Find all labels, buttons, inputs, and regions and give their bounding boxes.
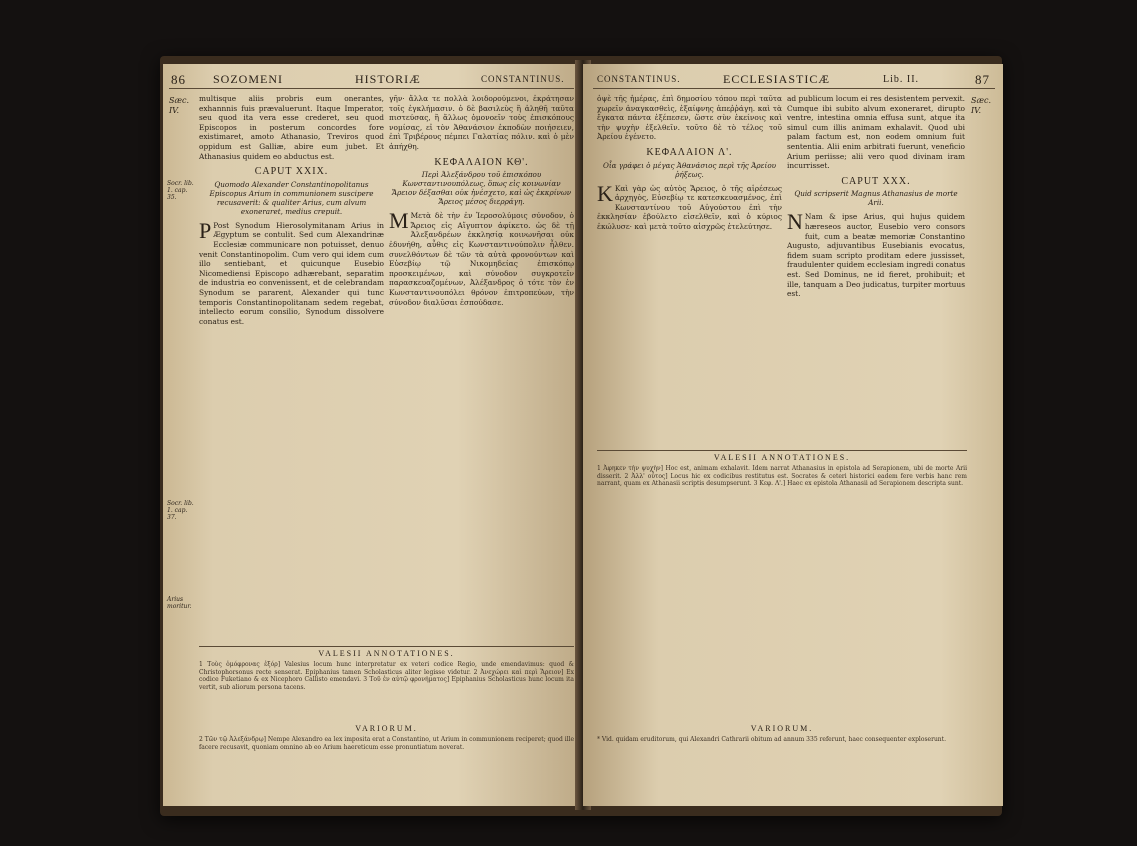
drop-cap: N — [787, 209, 803, 235]
margin-saeculum: Sæc. IV. — [169, 96, 190, 115]
latin-chapter-summary: Quid scripserit Magnus Athanasius de morte Arii. — [794, 189, 958, 208]
notes-rule — [597, 450, 967, 451]
margin-ref-arius-dies: Arius moritur. — [167, 596, 192, 610]
margin-ref-socr-2: Socr. lib. 1. cap. 37. — [167, 500, 194, 521]
left-header-author: SOZOMENI — [213, 72, 283, 86]
left-greek-column — [389, 94, 574, 307]
left-header-right: CONSTANTINUS. — [481, 74, 565, 84]
greek-chapter-summary: Οἷα γράφει ὁ μέγας Ἀθανάσιος περὶ τῆς Ἀρείου ῥήξεως. — [602, 160, 777, 179]
variorum-heading: VARIORUM. — [355, 724, 418, 733]
latin-chapter-heading: CAPUT XXIX. — [254, 166, 329, 178]
margin-saeculum: Sæc. IV. — [971, 96, 992, 115]
greek-chapter-heading: ΚΕΦΑΛΑΙΟΝ Λ'. — [646, 146, 733, 158]
right-latin-column — [787, 94, 965, 299]
left-latin-column — [199, 94, 384, 326]
latin-body-paragraph: N Nam & ipse Arius, qui hujus quidem hæreseos auctor, Eusebio vero consors fuit, cum a beatæ memoriæ Constantino Augusto, adjuvantibus Eusebianis evocatus, fidem suam scripto proditam edere jussisset, fraudulenter quidem ecclesiam ingredi conatus est. Sed Dominus, ne id fieret, prohibuit; et ille, tanquam a Deo judicatus, turpiter mortuus est. — [787, 209, 965, 299]
valesii-notes-heading: VALESII ANNOTATIONES. — [318, 649, 455, 658]
latin-chapter-heading: CAPUT XXX. — [841, 175, 911, 187]
greek-body-paragraph: K Καὶ γὰρ ὡς αὐτὸς Ἄρειος, ὁ τῆς αἱρέσεως ἀρχηγὸς, Εὐσεβίῳ τε κατεσκευασμένος, ἐπὶ Κωνσταντίνου τοῦ Αὐγούστου ἐπὶ τὴν ἐκκλησίαν ἐβούλετο εἰσελθεῖν, καὶ ὁ κύριος ἐκώλυσε· καὶ μετὰ τοῦτο αἰσχρῶς ἐτελεύτησε. — [597, 180, 782, 231]
latin-top-paragraph: ad publicum locum ei res desistentem pervexit. Cumque ibi subito alvum exoneraret, dirupto ventre, intestina omnia effusa sunt, atque ita simul cum illis animam exhalavit. Quod ubi palam factum est, non eodem omnium fuit sententia. Alii enim arbitrati fuerunt, veneficio Arium periisse; alii vero quod divinam iram incurrisset. — [787, 94, 965, 171]
header-rule — [169, 88, 574, 89]
variorum-heading: VARIORUM. — [750, 724, 814, 733]
drop-cap: P — [199, 217, 212, 243]
right-header-left: CONSTANTINUS. — [597, 74, 681, 84]
valesii-notes-text: 1 Ἀφηκεν τὴν ψυχὴν] Hoc est, animam exhalavit. Idem narrat Athanasius in epistola ad Serapionem, ubi de morte Arii disserit. 2 Ἀλλ' οὗτος] Locus hic ex codicibus restitutus est. Socrates & ceteri historici eadem fere verbis hanc rem narrant, quam ex Athanasii scriptis desumpserunt. 3 Κεφ. Λ'.] Haec ex epistola Athanasii ad Serapionem descripta sunt. — [597, 465, 967, 488]
right-page-number: 87 — [975, 72, 990, 87]
right-header-title: ECCLESIASTICÆ — [723, 72, 831, 86]
latin-top-paragraph: multisque aliis probris eum onerantes, exhannnis fuis prævaluerunt. Itaque Imperator, seu quod ita vera esse crederet, seu quod Episcopos in posterum concordes fore existimaret, amoto Athanasio, Treviros quod oppidum est Galliæ, abire eum jubet. Et Athanasius quidem eo abductus est. — [199, 94, 384, 161]
greek-top-paragraph: γῆν· ἄλλα τε πολλὰ λοιδορούμενοι, ἐκράτησαν τοῖς ἐγκλήμασιν. ὁ δὲ βασιλεὺς ἢ ἀληθῆ ταῦτα πιστεύσας, ἢ ἄλλως ὁμονοεῖν τοὺς ἐπισκόπους νομίσας, εἰ τὸν Ἀθανάσιον ἐκποδὼν ποιήσειεν, ἐπὶ Τριβέρους πέμπει Γαλατίας πόλιν. καὶ ὁ μὲν ἀπήχθη. — [389, 94, 574, 151]
notes-rule — [199, 646, 574, 647]
variorum-text: 2 Τῶν τῷ Ἀλεξάνδρῳ] Nempe Alexandro ea lex imposita erat a Constantino, ut Arium in communionem reciperet; quod ille facere recusavit, quoniam omnino ab eo Arium haereticum esse pronuntiatum noverat. — [199, 736, 574, 751]
left-page-number: 86 — [171, 72, 186, 87]
right-page — [583, 64, 1003, 806]
left-header-title: HISTORIÆ — [355, 72, 421, 86]
valesii-notes-text: 1 Τοὺς ὁμόφρονας ἐξόρ] Valesius locum hunc interpretatur ex veteri codice Regio, unde emendavimus: quod & Christophorsonus recte senserat. Epiphanius tamen Scholasticus aliter legisse videtur. 2 Ἀνεχώρει καὶ περὶ Ἄρειον] Ex codice Fuketiano & ex Nicephoro Callisto emendavi. 3 Τοῦ ἐν αὐτῷ φρονήματος] Epiphanius Scholasticus hunc locum ita vertit, sub aliorum persona tacens. — [199, 661, 574, 691]
right-greek-column — [597, 94, 782, 232]
greek-top-paragraph: ὀψὲ τῆς ἡμέρας, ἐπὶ δημοσίου τόπου περὶ ταῦτα χωρεῖν ἀναγκασθεὶς, ἐξαίφνης ἀπεῤῥάγη. καὶ τὰ ἔγκατα πάντα ἐξέπεσεν, ὥστε σὺν ἐκείνοις καὶ τὴν ψυχὴν ἐξελθεῖν. τοῦτο δὲ τὸ τέλος τοῦ Ἀρείου ἐγένετο. — [597, 94, 782, 142]
latin-chapter-summary: Quomodo Alexander Constantinopolitanus Episcopus Arium in communionem suscipere recusaverit: & qualiter Arius, cum alvum exoneraret, medius crepuit. — [209, 179, 374, 216]
variorum-text: * Vid. quidam eruditorum, qui Alexandri Cathrarii obitum ad annum 335 referunt, haec consequenter exploserunt. — [597, 736, 946, 743]
drop-cap: M — [389, 208, 409, 234]
greek-body-paragraph: M Μετὰ δὲ τὴν ἐν Ἱεροσολύμοις σύνοδον, ὁ Ἄρειος εἰς Αἴγυπτον ἀφίκετο. ὡς δὲ τῇ Ἀλεξανδρέων ἐκκλησίᾳ κοινωνῆσαι οὐκ ἐδυνήθη, αὖθις εἰς Κωνσταντινούπολιν ἦλθεν. συνελθόντων δὲ τῶν τὰ αὐτὰ φρονούντων καὶ Εὐσεβίῳ τῷ Νικομηδείας ἐπισκόπῳ προσκειμένων, καὶ σύνοδον συγκροτεῖν παρασκευαζομένων, Ἀλέξανδρος ὁ τότε τὸν ἐν Κωνσταντινουπόλει θρόνον ἐπιτροπεύων, τὴν σύνοδον διαλῦσαι ἐσπούδασε. — [389, 208, 574, 307]
valesii-notes-heading: VALESII ANNOTATIONES. — [713, 453, 851, 462]
greek-chapter-heading: ΚΕΦΑΛΑΙΟΝ ΚΘ'. — [434, 156, 529, 168]
latin-body-paragraph: P Post Synodum Hierosolymitanam Arius in Ægyptum se contulit. Sed cum Alexandrinæ Ecclesiæ communicare non potuisset, denuo venit Constantinopolim. Cum vero qui idem cum illo sentiebant, et quicunque Eusebio Nicomediensi Episcopo adhærebant, separatim de industria eo convenissent, et de celebrandam Synodum se pararent, Alexander qui tunc temporis Constantinopolitanam sedem regebat, intellecto eorum consilio, Synodum dissolvere conatus est. — [199, 217, 384, 326]
drop-cap: K — [597, 180, 613, 206]
margin-ref-socr-1: Socr. lib. 1. cap. 35. — [167, 180, 194, 201]
left-page — [163, 64, 583, 806]
right-header-lib: Lib. II. — [883, 74, 920, 85]
greek-chapter-summary: Περὶ Ἀλεξάνδρου τοῦ ἐπισκόπου Κωνσταντινουπόλεως, ὅπως εἰς κοινωνίαν Ἄρειον δέξασθαι οὐκ ἠνέσχετο, καὶ ὡς ἐκκρίνων Ἄρειος μέσος διερράγη. — [391, 170, 572, 207]
header-rule — [593, 88, 995, 89]
